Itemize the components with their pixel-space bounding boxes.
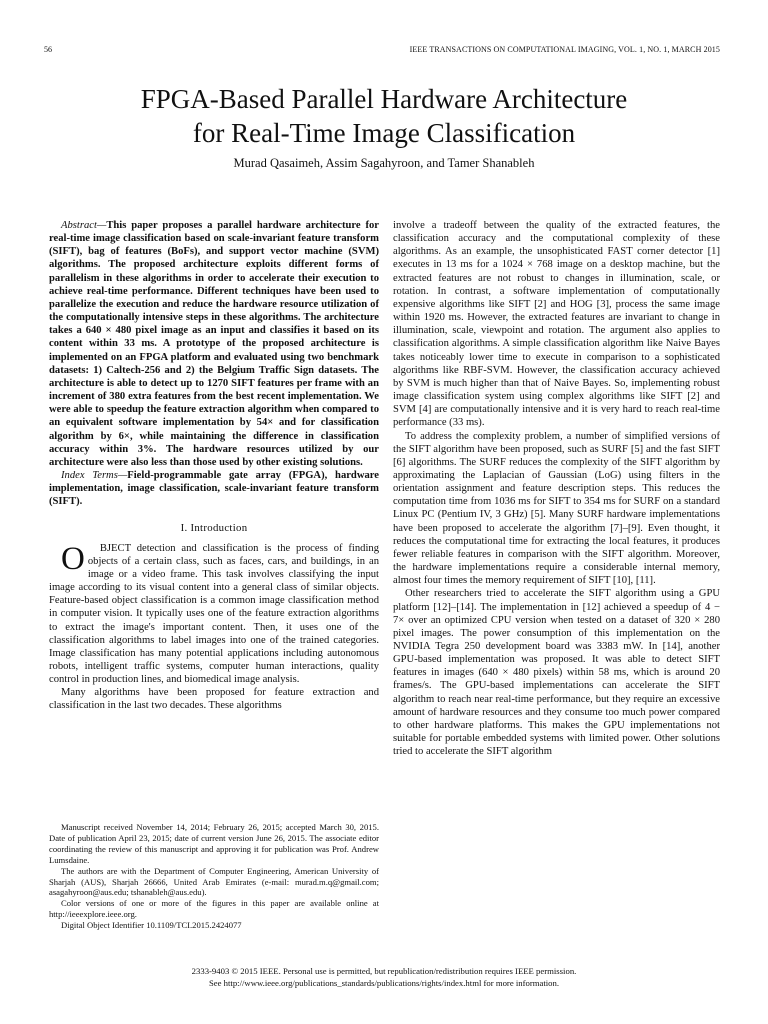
- intro-paragraph-1-text: BJECT detection and classification is the process of finding objects of a certain class, such as faces, cars, and buildings, in an image or a video frame. This task involves classifying the input image according to its visual content into a general class of similar objects. Feature-based object classification is a common image classification method in computer vision. It typically uses one of the feature extraction algorithms to extract the image's important content. Then, it uses one of the classification algorithms to label images into one of the trained categories. Image classification has many potential applications including autonomous robots, intelligent traffic systems, computer human interactions, quality control in production lines, and biomedical image analysis.: [49, 542, 379, 686]
- copyright-line-2: See http://www.ieee.org/publications_standards/publications/rights/index.html for more information.: [208, 978, 560, 988]
- left-column: [49, 219, 379, 713]
- footnote-rule: [49, 818, 379, 819]
- journal-header: IEEE TRANSACTIONS ON COMPUTATIONAL IMAGING, VOL. 1, NO. 1, MARCH 2015: [409, 45, 720, 54]
- abstract-text: This paper proposes a parallel hardware architecture for real-time image classification based on scale-invariant feature transform (SIFT), bag of features (BoFs), and support vector machine (SVM) algorithms. The proposed architecture exploits different forms of parallelism in these algorithms in order to accelerate their execution to achieve real-time performance. Different techniques have been used to parallelize the execution and reduce the hardware resource utilization of the computationally intensive steps in these algorithms. The architecture takes a 640 × 480 pixel image as an input and classifies it based on its content within 33 ms. A prototype of the proposed architecture is implemented on an FPGA platform and evaluated using two benchmark datasets: 1) Caltech-256 and 2) the Belgium Traffic Sign datasets. The architecture is able to detect up to 1270 SIFT features per frame with an increment of 380 extra features from the best recent implementation. We were able to speedup the feature extraction algorithm when compared to an equivalent software implementation by 54× and for classification algorithm by 6×, while maintaining the difference in classification accuracy within 3%. The hardware resources utilized by our architecture were also less than those used by other existing solutions.: [49, 220, 379, 468]
- abstract-label: Abstract—: [61, 220, 107, 231]
- intro-paragraph-2: Many algorithms have been proposed for feature extraction and classification in the last two decades. These algorithms: [49, 687, 379, 712]
- intro-paragraph-1: [49, 542, 379, 687]
- body-paragraph-1: involve a tradeoff between the quality of the extracted features, the classification accuracy and the computational complexity of these algorithms. As an example, the unsophisticated FAST corner detector [1] executes in 13 ms for a 1024 × 768 image on a desktop machine, but the extracted features are not robust to changes in illumination, scale, or rotation. In contrast, a software implementation of computationally expensive algorithms like SIFT [2] and HOG [3], process the same image within 1920 ms. However, the extracted features are invariant to change in illumination, scale, viewpoint and rotation. The argument also applies to classification algorithms. A simple classification algorithm like Naive Bayes takes noticeably lower time to execute in comparison to a sophisticated algorithms like RBF-SVM. However, the classification accuracy achieved by SVM is much higher than that of Naive Bayes. So, implementing robust image classification system using complex algorithms like SIFT [2] and SVM [4] are computationally intensive and it is very hard to reach real-time performance (33 ms).: [393, 220, 720, 429]
- section-heading-introduction: I. Introduction: [180, 522, 248, 535]
- footnote-doi: Digital Object Identifier 10.1109/TCI.2015.2424077: [61, 920, 242, 931]
- index-terms-text: Field-programmable gate array (FPGA), hardware implementation, image classification, scale-invariant feature transform (SIFT).: [49, 469, 379, 508]
- footnotes: [49, 822, 379, 931]
- index-terms-label: Index Terms—: [61, 469, 128, 481]
- body-paragraph-3: Other researchers tried to accelerate the SIFT algorithm using a GPU platform [12]–[14]. The implementation in [12] achieved a speedup of 4 − 7× over an optimized CPU version when tested on a dataset of 320 × 280 pixel images. The power consumption of this implementation on the NVIDIA Tegra 250 development board was 3383 mW. In [14], another GPU-based implementation was proposed. It was able to detect SIFT features in images (640 × 480 pixels) within 58 ms, which is around 20 frames/s. The GPU-based implementations can accelerate the SIFT algorithm to reach near real-time performance, but they require an excessive amount of hardware resources and they consume too much power compared to other hardware platforms. This makes the GPU implementations not suitable for portable embedded systems with limited power. Other solutions tried to accelerate the SIFT algorithm: [393, 588, 720, 758]
- copyright-notice: [40, 965, 728, 989]
- paper-title: [40, 82, 728, 150]
- title-line-1: FPGA-Based Parallel Hardware Architecture: [140, 84, 628, 114]
- copyright-line-1: 2333-9403 © 2015 IEEE. Personal use is permitted, but republication/redistribution requires IEEE permission.: [191, 966, 577, 976]
- footnote-color-versions: Color versions of one or more of the figures in this paper are available online at http://ieeexplore.ieee.org.: [49, 898, 379, 920]
- footnote-manuscript: Manuscript received November 14, 2014; February 26, 2015; accepted March 30, 2015. Date of publication April 23, 2015; date of current version June 26, 2015. The associate editor coordinating the review of this manuscript and approving it for publication was Prof. Andrew Lumsdaine.: [49, 822, 379, 865]
- abstract: [49, 219, 379, 469]
- drop-cap: O: [61, 540, 85, 577]
- index-terms: [49, 469, 379, 508]
- page-number: 56: [44, 45, 52, 54]
- footnote-affiliation: The authors are with the Department of Computer Engineering, American University of Sharjah (AUS), Sharjah 26666, United Arab Emirates (e-mail: murad.m.q@gmail.com; asagahyroon@aus.edu; tshanableh@aus.edu).: [49, 865, 379, 898]
- body-paragraph-2: To address the complexity problem, a number of simplified versions of the SIFT algorithm have been proposed, such as SURF [5] and the fast SIFT [6] algorithms. The SURF reduces the complexity of the SIFT algorithm by approximating the Laplacian of Gaussian (LoG) using filters in the orientation assignment and feature description steps. This reduces the computation time from 1036 ms for SIFT to 354 ms for SURF on a standard Linux PC (Pentium IV, 3 GHz) [5]. Many SURF hardware implementations have been proposed to accelerate the algorithm [7]–[9]. Even thought, it reduces the computational time for extracting the local features, it produces fewer reliable features in comparison with the SIFT algorithm. Moreover, the hardware implementations require a considerable internal memory, almost four times the memory requirement of SIFT [10], [11].: [393, 430, 720, 587]
- title-line-2: for Real-Time Image Classification: [192, 118, 576, 148]
- right-column: [393, 219, 720, 758]
- author-list: Murad Qasaimeh, Assim Sagahyroon, and Tamer Shanableh: [233, 156, 535, 170]
